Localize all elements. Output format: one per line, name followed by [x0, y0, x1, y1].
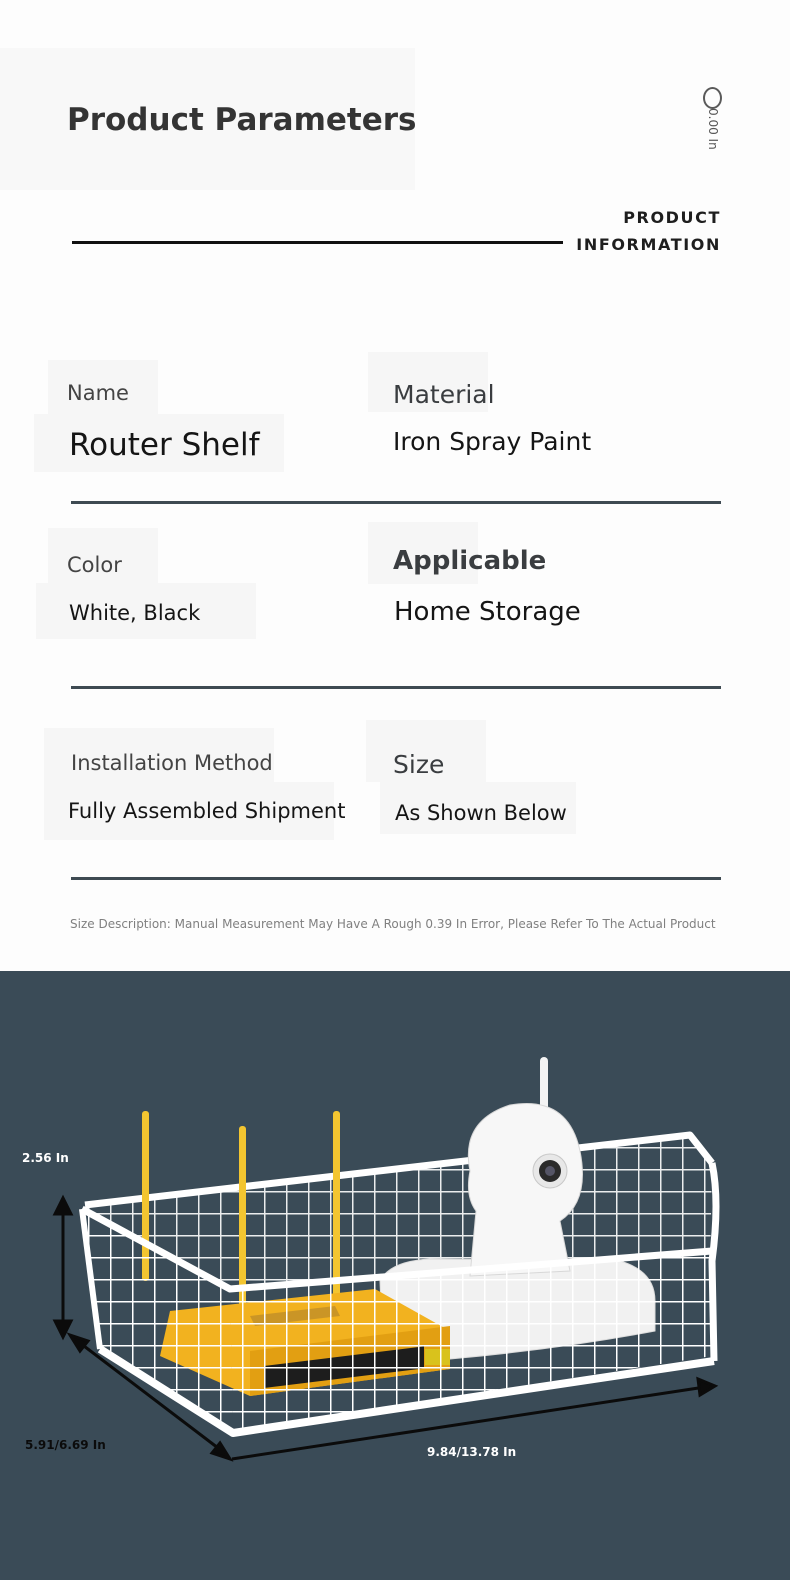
- size-note: Size Description: Manual Measurement May Have A Rough 0.39 In Error, Please Refer To The Actual Product: [70, 917, 716, 931]
- section-tag-line2: INFORMATION: [576, 235, 721, 254]
- applicable-label: Applicable: [393, 546, 547, 576]
- material-value: Iron Spray Paint: [393, 427, 592, 456]
- color-value: White, Black: [69, 601, 201, 625]
- depth-dimension-label: 5.91/6.69 In: [25, 1438, 106, 1452]
- title-divider: [72, 241, 563, 244]
- height-arrow: [55, 1198, 71, 1337]
- color-label: Color: [67, 553, 122, 577]
- name-label: Name: [67, 381, 129, 405]
- material-label: Material: [393, 380, 495, 409]
- section-tag: [560, 204, 721, 258]
- row-divider: [71, 501, 721, 504]
- name-value: Router Shelf: [69, 427, 260, 463]
- installation-label: Installation Method: [71, 751, 273, 775]
- router-shelf-illustration: [0, 971, 790, 1580]
- size-label: Size: [393, 750, 445, 779]
- size-value: As Shown Below: [395, 801, 567, 825]
- row-divider: [71, 877, 721, 880]
- installation-value: Fully Assembled Shipment: [68, 799, 346, 823]
- product-illustration-panel: [0, 971, 790, 1580]
- section-tag-line1: PRODUCT: [623, 208, 721, 227]
- zero-ring-icon: [703, 87, 722, 109]
- zero-badge-text: 0.00 In: [706, 108, 720, 150]
- applicable-value: Home Storage: [394, 597, 581, 627]
- height-dimension-label: 2.56 In: [22, 1151, 69, 1165]
- width-dimension-label: 9.84/13.78 In: [427, 1445, 517, 1459]
- page-title: Product Parameters: [67, 102, 417, 138]
- row-divider: [71, 686, 721, 689]
